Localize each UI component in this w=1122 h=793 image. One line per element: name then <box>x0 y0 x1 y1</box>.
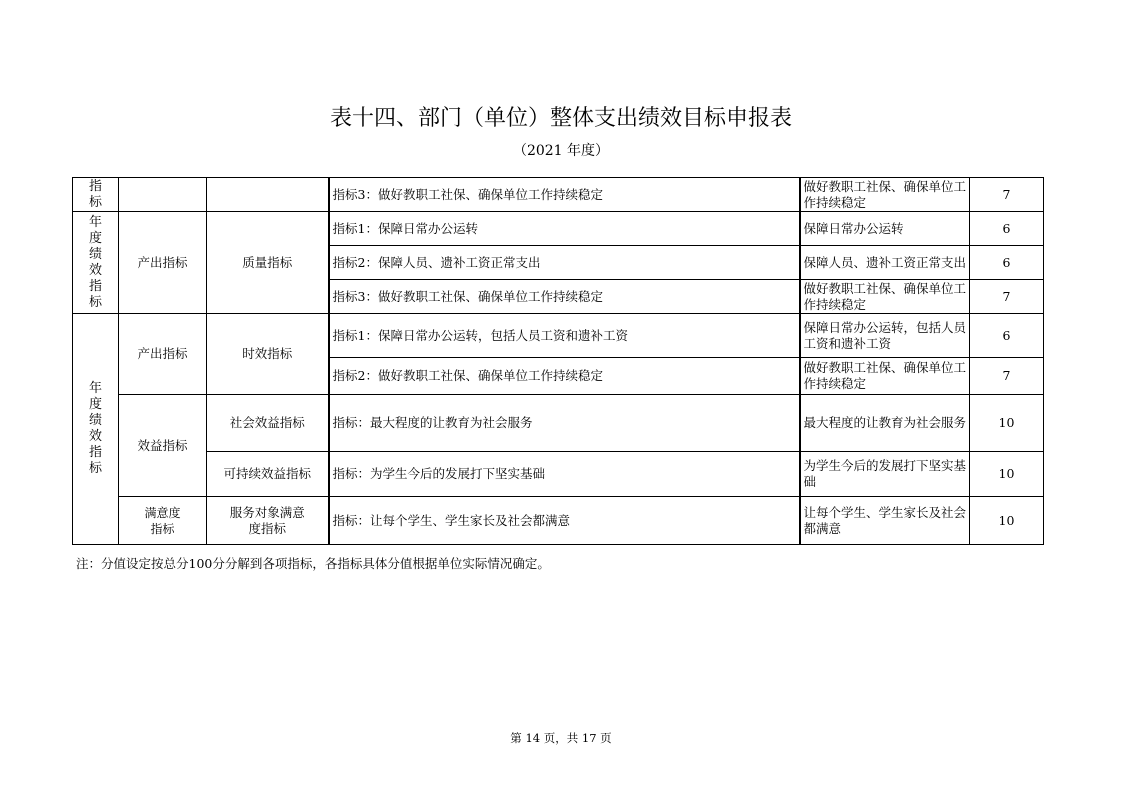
target-value-cell: 做好教职工社保、确保单位工作持续稳定 <box>800 280 970 314</box>
table-row <box>73 212 1044 246</box>
score-cell: 6 <box>970 314 1044 358</box>
table-row <box>73 395 1044 452</box>
indicator-cell: 指标2：做好教职工社保、确保单位工作持续稳定 <box>329 358 800 395</box>
level2-cell <box>207 178 329 212</box>
level1-cell: 满意度指标 <box>119 497 207 545</box>
level2-cell: 社会效益指标 <box>207 395 329 452</box>
level2-cell: 服务对象满意度指标 <box>207 497 329 545</box>
score-cell: 7 <box>970 178 1044 212</box>
score-cell: 10 <box>970 497 1044 545</box>
category-cell: 年度绩效指标 <box>73 314 119 545</box>
level1-cell: 效益指标 <box>119 395 207 497</box>
table-row <box>73 314 1044 358</box>
indicator-cell: 指标：最大程度的让教育为社会服务 <box>329 395 800 452</box>
document-year: （2021 年度） <box>512 143 610 159</box>
indicator-cell: 指标：让每个学生、学生家长及社会都满意 <box>329 497 800 545</box>
indicator-cell: 指标1：保障日常办公运转，包括人员工资和遗补工资 <box>329 314 800 358</box>
level1-cell: 产出指标 <box>119 314 207 395</box>
target-value-cell: 为学生今后的发展打下坚实基础 <box>800 452 970 497</box>
target-value-cell: 保障日常办公运转，包括人员工资和遗补工资 <box>800 314 970 358</box>
performance-target-table <box>72 177 1044 545</box>
level2-cell: 时效指标 <box>207 314 329 395</box>
target-value-cell: 保障日常办公运转 <box>800 212 970 246</box>
table-row <box>73 452 1044 497</box>
target-value-cell: 做好教职工社保、确保单位工作持续稳定 <box>800 358 970 395</box>
indicator-cell: 指标3：做好教职工社保、确保单位工作持续稳定 <box>329 280 800 314</box>
indicator-cell: 指标：为学生今后的发展打下坚实基础 <box>329 452 800 497</box>
score-cell: 6 <box>970 212 1044 246</box>
category-cell: 年度绩效指标 <box>73 212 119 314</box>
target-value-cell: 让每个学生、学生家长及社会都满意 <box>800 497 970 545</box>
level2-cell: 可持续效益指标 <box>207 452 329 497</box>
indicator-cell: 指标3：做好教职工社保、确保单位工作持续稳定 <box>329 178 800 212</box>
document-title: 表十四、部门（单位）整体支出绩效目标申报表 <box>329 106 792 131</box>
score-cell: 10 <box>970 395 1044 452</box>
table-row <box>73 178 1044 212</box>
score-cell: 7 <box>970 280 1044 314</box>
score-cell: 6 <box>970 246 1044 280</box>
target-value-cell: 最大程度的让教育为社会服务 <box>800 395 970 452</box>
indicator-cell: 指标1：保障日常办公运转 <box>329 212 800 246</box>
target-value-cell: 做好教职工社保、确保单位工作持续稳定 <box>800 178 970 212</box>
table-row <box>73 497 1044 545</box>
page-number: 第 14 页，共 17 页 <box>510 731 612 745</box>
category-cell: 指标 <box>73 178 119 212</box>
table-note: 注：分值设定按总分100分分解到各项指标，各指标具体分值根据单位实际情况确定。 <box>76 556 550 571</box>
target-value-cell: 保障人员、遗补工资正常支出 <box>800 246 970 280</box>
level1-cell: 产出指标 <box>119 212 207 314</box>
indicator-cell: 指标2：保障人员、遗补工资正常支出 <box>329 246 800 280</box>
score-cell: 7 <box>970 358 1044 395</box>
level1-cell <box>119 178 207 212</box>
score-cell: 10 <box>970 452 1044 497</box>
level2-cell: 质量指标 <box>207 212 329 314</box>
